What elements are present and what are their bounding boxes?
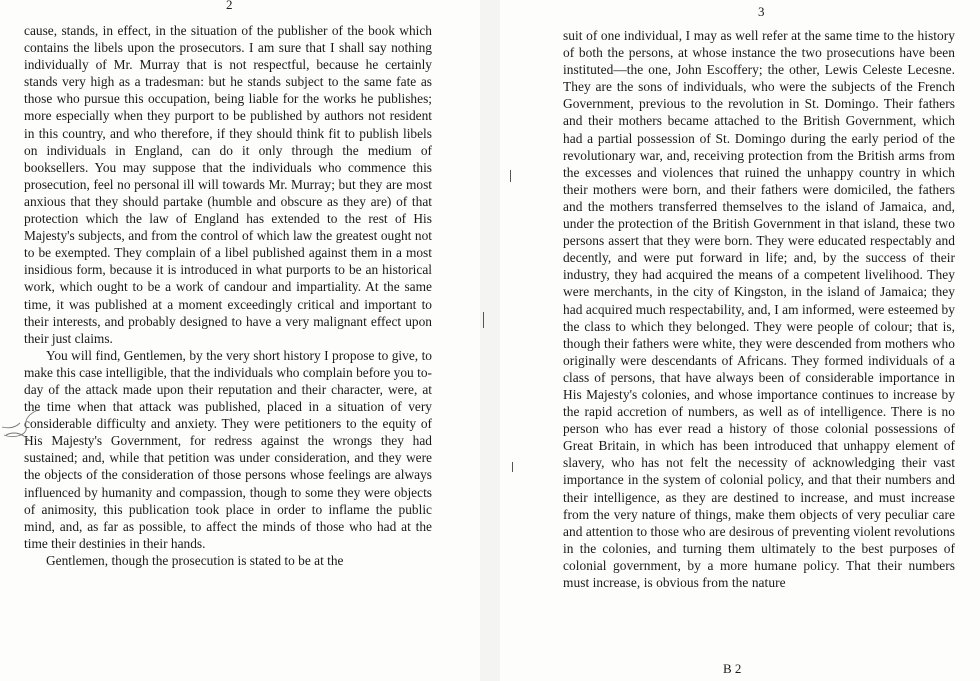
right-paragraph-1: suit of one individual, I may as well refer at the same time to the history of both the persons, at whose instance the two prosecutions have been instituted—the one, John Escoffery; the other, Lewis Celeste Lecesne. They are the sons of individuals, who were the subjects of the French Government, previous to the revolution in St. Domingo. Their fathers and their mothers became attached to the British Government, which had a partial possession of St. Domingo during the early period of the revolutionary war, and, receiving protection from the British arms from the excesses and violences that ruined the unhappy country in which their mothers were born, and their fathers were domiciled, the fathers and the mothers transferred themselves to the island of Jamaica, and, under the protection of the British Government in that island, these two persons assert that they were born. They were educated respectably and decently, and were put forward in life; and, by the success of their industry, they had acquired the means of a competent livelihood. They were merchants, in the city of Kingston, in the island of Jamaica; they had acquired much respectability, and, I am informed, were esteemed by the class to which they belonged. They were people of colour; that is, though their fathers were white, they were descended from mothers who originally were descendants of Africans. They formed individuals of a class of persons, that have always been of considerable importance in His Majesty's colonies, and whose importance continues to increase by the rapid accretion of numbers, as well as of intelligence. There is no person who has ever read a history of those colonial possessions of Great Britain, in which has been introduced that unhappy element of slavery, who has not felt the necessity of acknowledging their vast importance in the system of colonial policy, and that their numbers and their intelligence, as they are destined to increase, and must increase from the very nature of things, make them objects of very peculiar care and attention to those who are desirous of preventing violent revolutions in the colonies, and turning them ultimately to the best purposes of colonial government, by a more humane policy. That their numbers must increase, is obvious from the nature <box>563 28 955 590</box>
right-page-body <box>563 27 955 591</box>
left-page-body <box>24 22 432 569</box>
margin-scribble-icon <box>0 405 44 449</box>
signature-mark: B 2 <box>723 661 742 676</box>
left-page-number: 2 <box>226 0 234 12</box>
book-gutter <box>480 0 500 681</box>
left-paragraph-1: cause, stands, in effect, in the situation of the publisher of the book which contains the libels upon the prosecutors. I am sure that I shall say nothing individually of Mr. Murray that is not respectful, because he certainly stands very high as a tradesman: but he stands subject to the same fate as those who pursue this occupation, being liable for the works he publishes; more especially when they purport to be published by authors not resident in this country, and who therefore, if they should think fit to publish libels on individuals in England, can do it only through the medium of booksellers. You may suppose that the individuals who commence this prosecution, feel no personal ill will towards Mr. Murray; but they are most anxious that they should partake (humble and obscure as they are) of that protection which the law of England has extended to the rest of His Majesty's subjects, and from the control of which law the greatest ought not to be exempted. They complain of a libel published against them in a most insidious form, because it is introduced in what purports to be an historical work, which ought to be a work of candour and impartiality. At the same time, it was published at a moment exceedingly critical and important to their interests, and probably designed to have a very malignant effect upon their just claims. <box>24 23 432 346</box>
right-page-number: 3 <box>758 4 766 19</box>
margin-mark <box>483 312 484 328</box>
left-page <box>0 0 480 681</box>
left-paragraph-2: You will find, Gentlemen, by the very short history I propose to give, to make this case intelligible, that the individuals who complain before you to-day of the attack made upon their reputation and their character, were, at the time when that attack was published, placed in a situation of very considerable difficulty and anxiety. They were petitioners to the equity of His Majesty's Government, for redress against the wrongs they had sustained; and, while that petition was under consideration, and they were the objects of the consideration of those persons whose feelings are always influenced by humanity and compassion, though to some they were objects of animosity, this publication took place in order to inflame the public mind, and, as far as possible, to affect the minds of those who had at the time their destinies in their hands. <box>24 347 432 551</box>
left-paragraph-3: Gentlemen, though the prosecution is stated to be at the <box>46 552 344 568</box>
margin-mark <box>512 462 513 472</box>
right-page <box>500 0 980 681</box>
margin-mark <box>510 170 511 182</box>
